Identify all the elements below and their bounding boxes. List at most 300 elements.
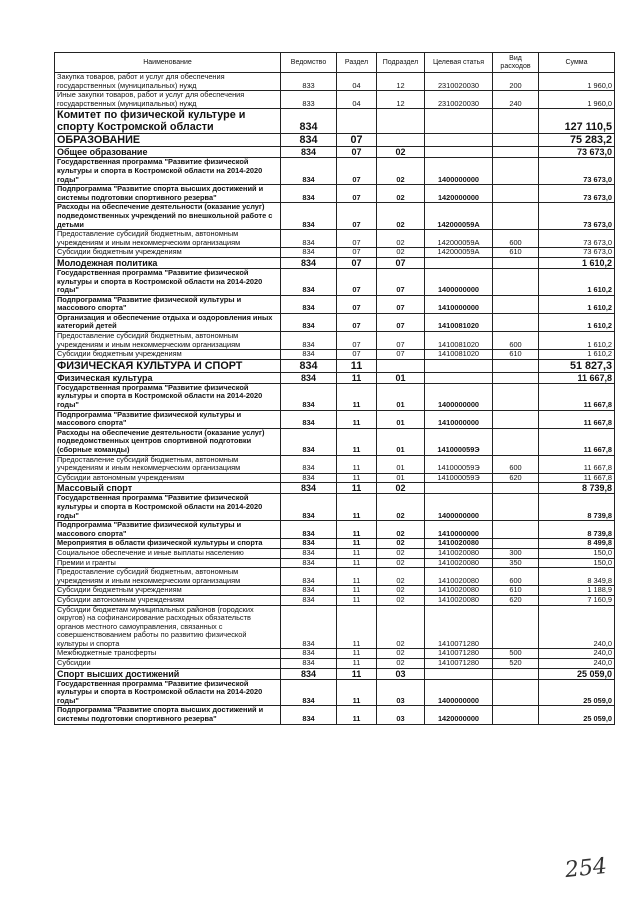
table-row	[55, 268, 615, 295]
cell-summa: 8 739,8	[539, 521, 615, 539]
cell-name: Комитет по физической культуре и спорту Костромской области	[55, 109, 281, 134]
cell-razdel: 07	[337, 257, 377, 268]
cell-podrazdel: 02	[377, 230, 425, 248]
cell-ved: 833	[281, 91, 337, 109]
cell-statya: 1410020080	[425, 539, 493, 549]
cell-ved: 834	[281, 494, 337, 521]
cell-razdel: 11	[337, 659, 377, 669]
cell-ved: 834	[281, 649, 337, 659]
table-row	[55, 203, 615, 230]
cell-summa: 8 739,8	[539, 494, 615, 521]
cell-name: Субсидии автономным учреждениям	[55, 595, 281, 605]
table-row	[55, 605, 615, 649]
header-vid: Вид расходов	[493, 53, 539, 73]
table-row	[55, 109, 615, 134]
cell-summa: 51 827,3	[539, 359, 615, 372]
cell-statya: 2310020030	[425, 91, 493, 109]
cell-razdel: 11	[337, 539, 377, 549]
cell-podrazdel: 03	[377, 668, 425, 679]
cell-summa: 1 188,9	[539, 586, 615, 596]
cell-vid: 350	[493, 558, 539, 568]
cell-name: ФИЗИЧЕСКАЯ КУЛЬТУРА И СПОРТ	[55, 359, 281, 372]
cell-podrazdel	[377, 109, 425, 134]
cell-razdel: 07	[337, 313, 377, 331]
cell-name: Закупка товаров, работ и услуг для обеспечения государственных (муниципальных) нужд	[55, 73, 281, 91]
cell-podrazdel: 03	[377, 679, 425, 706]
cell-podrazdel: 01	[377, 383, 425, 410]
cell-name: Расходы на обеспечение деятельности (оказание услуг) подведомственных центров спортивной подготовки (сборные команды)	[55, 428, 281, 455]
cell-ved: 834	[281, 147, 337, 158]
cell-vid: 200	[493, 73, 539, 91]
cell-ved: 834	[281, 668, 337, 679]
cell-name: Предоставление субсидий бюджетным, автономным учреждениям и иным некоммерческим организациям	[55, 568, 281, 586]
cell-statya: 142000059А	[425, 248, 493, 258]
cell-statya: 1410020080	[425, 558, 493, 568]
table-row	[55, 521, 615, 539]
cell-ved: 834	[281, 568, 337, 586]
cell-name: Подпрограмма "Развитие физической культуры и массового спорта"	[55, 521, 281, 539]
cell-statya: 1410000000	[425, 295, 493, 313]
table-row	[55, 158, 615, 185]
cell-summa: 1 610,2	[539, 257, 615, 268]
cell-ved: 834	[281, 548, 337, 558]
cell-summa: 1 610,2	[539, 350, 615, 360]
cell-name: Массовый спорт	[55, 483, 281, 494]
cell-ved: 834	[281, 134, 337, 147]
cell-statya: 1420000000	[425, 706, 493, 724]
cell-ved: 834	[281, 332, 337, 350]
cell-summa: 150,0	[539, 558, 615, 568]
cell-summa: 73 673,0	[539, 248, 615, 258]
cell-statya: 1400000000	[425, 494, 493, 521]
cell-statya: 1410081020	[425, 332, 493, 350]
cell-ved: 834	[281, 558, 337, 568]
cell-name: Субсидии автономным учреждениям	[55, 473, 281, 483]
cell-razdel: 04	[337, 91, 377, 109]
cell-summa: 7 160,9	[539, 595, 615, 605]
cell-summa: 73 673,0	[539, 158, 615, 185]
cell-statya	[425, 147, 493, 158]
cell-podrazdel: 02	[377, 649, 425, 659]
cell-summa: 25 059,0	[539, 679, 615, 706]
cell-vid	[493, 185, 539, 203]
cell-statya	[425, 109, 493, 134]
cell-vid: 600	[493, 332, 539, 350]
cell-statya: 1410000000	[425, 521, 493, 539]
cell-razdel: 07	[337, 158, 377, 185]
cell-name: Государственная программа "Развитие физической культуры и спорта в Костромской области на 2014-2020 годы"	[55, 268, 281, 295]
cell-vid	[493, 706, 539, 724]
table-row	[55, 248, 615, 258]
cell-podrazdel: 02	[377, 521, 425, 539]
cell-vid: 520	[493, 659, 539, 669]
cell-vid: 610	[493, 248, 539, 258]
cell-statya: 2310020030	[425, 73, 493, 91]
cell-vid	[493, 158, 539, 185]
cell-vid: 600	[493, 455, 539, 473]
cell-vid	[493, 494, 539, 521]
cell-ved: 834	[281, 473, 337, 483]
cell-statya: 1410020080	[425, 548, 493, 558]
cell-statya	[425, 372, 493, 383]
cell-name: Подпрограмма "Развитие спорта высших достижений и системы подготовки спортивного резерва"	[55, 185, 281, 203]
budget-table	[54, 52, 615, 725]
cell-summa: 240,0	[539, 605, 615, 649]
cell-vid	[493, 483, 539, 494]
cell-statya: 141000059Э	[425, 428, 493, 455]
table-row	[55, 679, 615, 706]
cell-razdel: 11	[337, 706, 377, 724]
cell-ved: 834	[281, 455, 337, 473]
table-row	[55, 257, 615, 268]
cell-podrazdel: 01	[377, 473, 425, 483]
budget-document	[54, 52, 614, 725]
table-row	[55, 372, 615, 383]
cell-podrazdel	[377, 359, 425, 372]
cell-ved: 834	[281, 539, 337, 549]
cell-name: Спорт высших достижений	[55, 668, 281, 679]
cell-razdel	[337, 109, 377, 134]
cell-vid: 300	[493, 548, 539, 558]
table-row	[55, 185, 615, 203]
cell-name: Общее образование	[55, 147, 281, 158]
cell-statya: 1410071280	[425, 605, 493, 649]
cell-razdel: 11	[337, 558, 377, 568]
cell-podrazdel: 07	[377, 350, 425, 360]
table-body	[55, 73, 615, 725]
cell-vid: 610	[493, 586, 539, 596]
cell-razdel: 07	[337, 134, 377, 147]
cell-statya: 1410081020	[425, 313, 493, 331]
cell-summa: 11 667,8	[539, 473, 615, 483]
cell-summa: 25 059,0	[539, 668, 615, 679]
table-row	[55, 295, 615, 313]
cell-ved: 834	[281, 521, 337, 539]
cell-summa: 8 739,8	[539, 483, 615, 494]
table-row	[55, 483, 615, 494]
cell-statya: 1400000000	[425, 383, 493, 410]
cell-razdel: 11	[337, 595, 377, 605]
table-row	[55, 494, 615, 521]
table-row	[55, 455, 615, 473]
table-row	[55, 91, 615, 109]
cell-vid	[493, 257, 539, 268]
cell-podrazdel: 07	[377, 313, 425, 331]
cell-razdel: 07	[337, 350, 377, 360]
cell-podrazdel: 07	[377, 295, 425, 313]
cell-vid	[493, 372, 539, 383]
cell-podrazdel: 02	[377, 203, 425, 230]
cell-vid: 620	[493, 595, 539, 605]
cell-statya: 1410081020	[425, 350, 493, 360]
cell-summa: 73 673,0	[539, 147, 615, 158]
cell-summa: 1 610,2	[539, 268, 615, 295]
cell-razdel: 07	[337, 295, 377, 313]
cell-razdel: 11	[337, 428, 377, 455]
cell-razdel: 11	[337, 568, 377, 586]
cell-podrazdel: 02	[377, 659, 425, 669]
cell-vid	[493, 679, 539, 706]
cell-razdel: 07	[337, 185, 377, 203]
cell-statya: 1410020080	[425, 568, 493, 586]
cell-podrazdel: 12	[377, 73, 425, 91]
cell-name: Подпрограмма "Развитие спорта высших достижений и системы подготовки спортивного резерва"	[55, 706, 281, 724]
cell-summa: 1 960,0	[539, 73, 615, 91]
handwritten-page-number: 254	[563, 853, 609, 884]
cell-ved: 834	[281, 158, 337, 185]
cell-podrazdel: 02	[377, 248, 425, 258]
cell-summa: 150,0	[539, 548, 615, 558]
cell-summa: 1 610,2	[539, 313, 615, 331]
cell-statya: 1410020080	[425, 595, 493, 605]
cell-summa: 11 667,8	[539, 455, 615, 473]
cell-podrazdel: 02	[377, 548, 425, 558]
cell-razdel: 11	[337, 455, 377, 473]
cell-name: Расходы на обеспечение деятельности (оказание услуг) подведомственных учреждений по внешкольной работе с детьми	[55, 203, 281, 230]
cell-razdel: 07	[337, 332, 377, 350]
cell-podrazdel: 02	[377, 595, 425, 605]
cell-podrazdel: 07	[377, 257, 425, 268]
cell-podrazdel: 02	[377, 568, 425, 586]
cell-statya	[425, 483, 493, 494]
cell-name: Предоставление субсидий бюджетным, автономным учреждениям и иным некоммерческим организациям	[55, 332, 281, 350]
cell-statya: 1400000000	[425, 158, 493, 185]
table-row	[55, 134, 615, 147]
cell-ved: 834	[281, 203, 337, 230]
table-row	[55, 558, 615, 568]
cell-statya	[425, 134, 493, 147]
cell-name: Мероприятия в области физической культуры и спорта	[55, 539, 281, 549]
cell-vid	[493, 109, 539, 134]
cell-ved: 834	[281, 295, 337, 313]
cell-ved: 834	[281, 257, 337, 268]
cell-statya: 141000059Э	[425, 455, 493, 473]
cell-name: Субсидии бюджетным учреждениям	[55, 350, 281, 360]
cell-ved: 834	[281, 350, 337, 360]
cell-statya: 142000059А	[425, 203, 493, 230]
cell-vid	[493, 605, 539, 649]
cell-name: Премии и гранты	[55, 558, 281, 568]
cell-statya: 1400000000	[425, 679, 493, 706]
cell-razdel: 07	[337, 230, 377, 248]
cell-podrazdel: 01	[377, 428, 425, 455]
cell-name: Субсидии бюджетам муниципальных районов (городских округов) на софинансирование расходных обязательств органов местного самоуправления, связанных с совершенствованием работы по развитию физической культуры и спорта	[55, 605, 281, 649]
cell-name: Предоставление субсидий бюджетным, автономным учреждениям и иным некоммерческим организациям	[55, 455, 281, 473]
cell-podrazdel: 02	[377, 539, 425, 549]
cell-name: Субсидии	[55, 659, 281, 669]
cell-ved: 834	[281, 109, 337, 134]
cell-ved: 834	[281, 359, 337, 372]
cell-name: Межбюджетные трансферты	[55, 649, 281, 659]
cell-vid	[493, 428, 539, 455]
header-name: Наименование	[55, 53, 281, 73]
cell-summa: 1 610,2	[539, 332, 615, 350]
cell-vid	[493, 410, 539, 428]
cell-razdel: 11	[337, 473, 377, 483]
cell-vid	[493, 313, 539, 331]
cell-statya: 1420000000	[425, 185, 493, 203]
cell-statya: 1410000000	[425, 410, 493, 428]
cell-statya	[425, 359, 493, 372]
cell-summa: 75 283,2	[539, 134, 615, 147]
cell-summa: 1 960,0	[539, 91, 615, 109]
table-row	[55, 410, 615, 428]
cell-summa: 8 499,8	[539, 539, 615, 549]
cell-name: Государственная программа "Развитие физической культуры и спорта в Костромской области на 2014-2020 годы"	[55, 383, 281, 410]
cell-statya: 1410020080	[425, 586, 493, 596]
cell-statya	[425, 257, 493, 268]
cell-statya	[425, 668, 493, 679]
cell-vid: 600	[493, 230, 539, 248]
cell-razdel: 11	[337, 668, 377, 679]
table-row	[55, 706, 615, 724]
header-ved: Ведомство	[281, 53, 337, 73]
table-row	[55, 548, 615, 558]
cell-ved: 834	[281, 185, 337, 203]
cell-razdel: 07	[337, 268, 377, 295]
cell-razdel: 11	[337, 372, 377, 383]
cell-summa: 240,0	[539, 659, 615, 669]
cell-summa: 240,0	[539, 649, 615, 659]
cell-podrazdel: 02	[377, 158, 425, 185]
cell-ved: 834	[281, 605, 337, 649]
cell-name: Социальное обеспечение и иные выплаты населению	[55, 548, 281, 558]
cell-podrazdel: 01	[377, 455, 425, 473]
cell-podrazdel: 01	[377, 372, 425, 383]
cell-ved: 834	[281, 383, 337, 410]
table-row	[55, 659, 615, 669]
table-row	[55, 359, 615, 372]
cell-podrazdel: 07	[377, 268, 425, 295]
cell-vid: 620	[493, 473, 539, 483]
cell-vid	[493, 359, 539, 372]
table-row	[55, 313, 615, 331]
cell-ved: 833	[281, 73, 337, 91]
cell-vid	[493, 668, 539, 679]
cell-razdel: 07	[337, 203, 377, 230]
cell-name: Молодежная политика	[55, 257, 281, 268]
cell-name: Государственная программа "Развитие физической культуры и спорта в Костромской области на 2014-2020 годы"	[55, 679, 281, 706]
header-podrazdel: Подраздел	[377, 53, 425, 73]
cell-summa: 11 667,8	[539, 428, 615, 455]
cell-podrazdel: 03	[377, 706, 425, 724]
cell-ved: 834	[281, 410, 337, 428]
cell-name: Субсидии бюджетным учреждениям	[55, 248, 281, 258]
cell-ved: 834	[281, 595, 337, 605]
cell-ved: 834	[281, 483, 337, 494]
cell-name: ОБРАЗОВАНИЕ	[55, 134, 281, 147]
table-row	[55, 383, 615, 410]
cell-podrazdel: 02	[377, 185, 425, 203]
cell-statya: 141000059Э	[425, 473, 493, 483]
cell-name: Субсидии бюджетным учреждениям	[55, 586, 281, 596]
cell-razdel: 11	[337, 679, 377, 706]
cell-vid	[493, 383, 539, 410]
cell-statya: 1400000000	[425, 268, 493, 295]
cell-podrazdel	[377, 134, 425, 147]
cell-name: Государственная программа "Развитие физической культуры и спорта в Костромской области на 2014-2020 годы"	[55, 494, 281, 521]
cell-razdel: 04	[337, 73, 377, 91]
cell-razdel: 11	[337, 359, 377, 372]
cell-vid: 610	[493, 350, 539, 360]
cell-razdel: 07	[337, 147, 377, 158]
cell-razdel: 11	[337, 586, 377, 596]
cell-vid: 240	[493, 91, 539, 109]
cell-ved: 834	[281, 313, 337, 331]
table-row	[55, 586, 615, 596]
cell-name: Подпрограмма "Развитие физической культуры и массового спорта"	[55, 295, 281, 313]
table-header-row	[55, 53, 615, 73]
table-row	[55, 350, 615, 360]
cell-podrazdel: 02	[377, 605, 425, 649]
cell-vid: 600	[493, 568, 539, 586]
cell-razdel: 11	[337, 649, 377, 659]
table-row	[55, 668, 615, 679]
cell-ved: 834	[281, 230, 337, 248]
header-summa: Сумма	[539, 53, 615, 73]
cell-summa: 11 667,8	[539, 410, 615, 428]
cell-razdel: 11	[337, 548, 377, 558]
cell-podrazdel: 02	[377, 586, 425, 596]
header-statya: Целевая статья	[425, 53, 493, 73]
cell-ved: 834	[281, 428, 337, 455]
cell-summa: 11 667,8	[539, 383, 615, 410]
table-row	[55, 649, 615, 659]
cell-podrazdel: 07	[377, 332, 425, 350]
cell-ved: 834	[281, 706, 337, 724]
cell-vid	[493, 539, 539, 549]
cell-podrazdel: 12	[377, 91, 425, 109]
cell-statya: 1410071280	[425, 649, 493, 659]
cell-name: Иные закупки товаров, работ и услуг для обеспечения государственных (муниципальных) нужд	[55, 91, 281, 109]
cell-name: Предоставление субсидий бюджетным, автономным учреждениям и иным некоммерческим организациям	[55, 230, 281, 248]
cell-podrazdel: 02	[377, 483, 425, 494]
cell-podrazdel: 02	[377, 147, 425, 158]
cell-vid	[493, 268, 539, 295]
cell-vid	[493, 295, 539, 313]
table-row	[55, 473, 615, 483]
cell-podrazdel: 01	[377, 410, 425, 428]
cell-ved: 834	[281, 586, 337, 596]
cell-summa: 73 673,0	[539, 203, 615, 230]
cell-razdel: 11	[337, 410, 377, 428]
table-row	[55, 332, 615, 350]
cell-summa: 73 673,0	[539, 230, 615, 248]
table-row	[55, 568, 615, 586]
cell-ved: 834	[281, 268, 337, 295]
cell-summa: 1 610,2	[539, 295, 615, 313]
cell-summa: 127 110,5	[539, 109, 615, 134]
table-row	[55, 539, 615, 549]
cell-name: Государственная программа "Развитие физической культуры и спорта в Костромской области на 2014-2020 годы"	[55, 158, 281, 185]
cell-razdel: 11	[337, 483, 377, 494]
cell-ved: 834	[281, 248, 337, 258]
cell-name: Организация и обеспечение отдыха и оздоровления иных категорий детей	[55, 313, 281, 331]
cell-razdel: 11	[337, 383, 377, 410]
table-row	[55, 73, 615, 91]
cell-vid	[493, 203, 539, 230]
cell-ved: 834	[281, 679, 337, 706]
header-razdel: Раздел	[337, 53, 377, 73]
cell-ved: 834	[281, 372, 337, 383]
cell-ved: 834	[281, 659, 337, 669]
cell-razdel: 07	[337, 248, 377, 258]
cell-name: Подпрограмма "Развитие физической культуры и массового спорта"	[55, 410, 281, 428]
table-row	[55, 428, 615, 455]
cell-podrazdel: 02	[377, 494, 425, 521]
cell-summa: 8 349,8	[539, 568, 615, 586]
cell-vid	[493, 147, 539, 158]
